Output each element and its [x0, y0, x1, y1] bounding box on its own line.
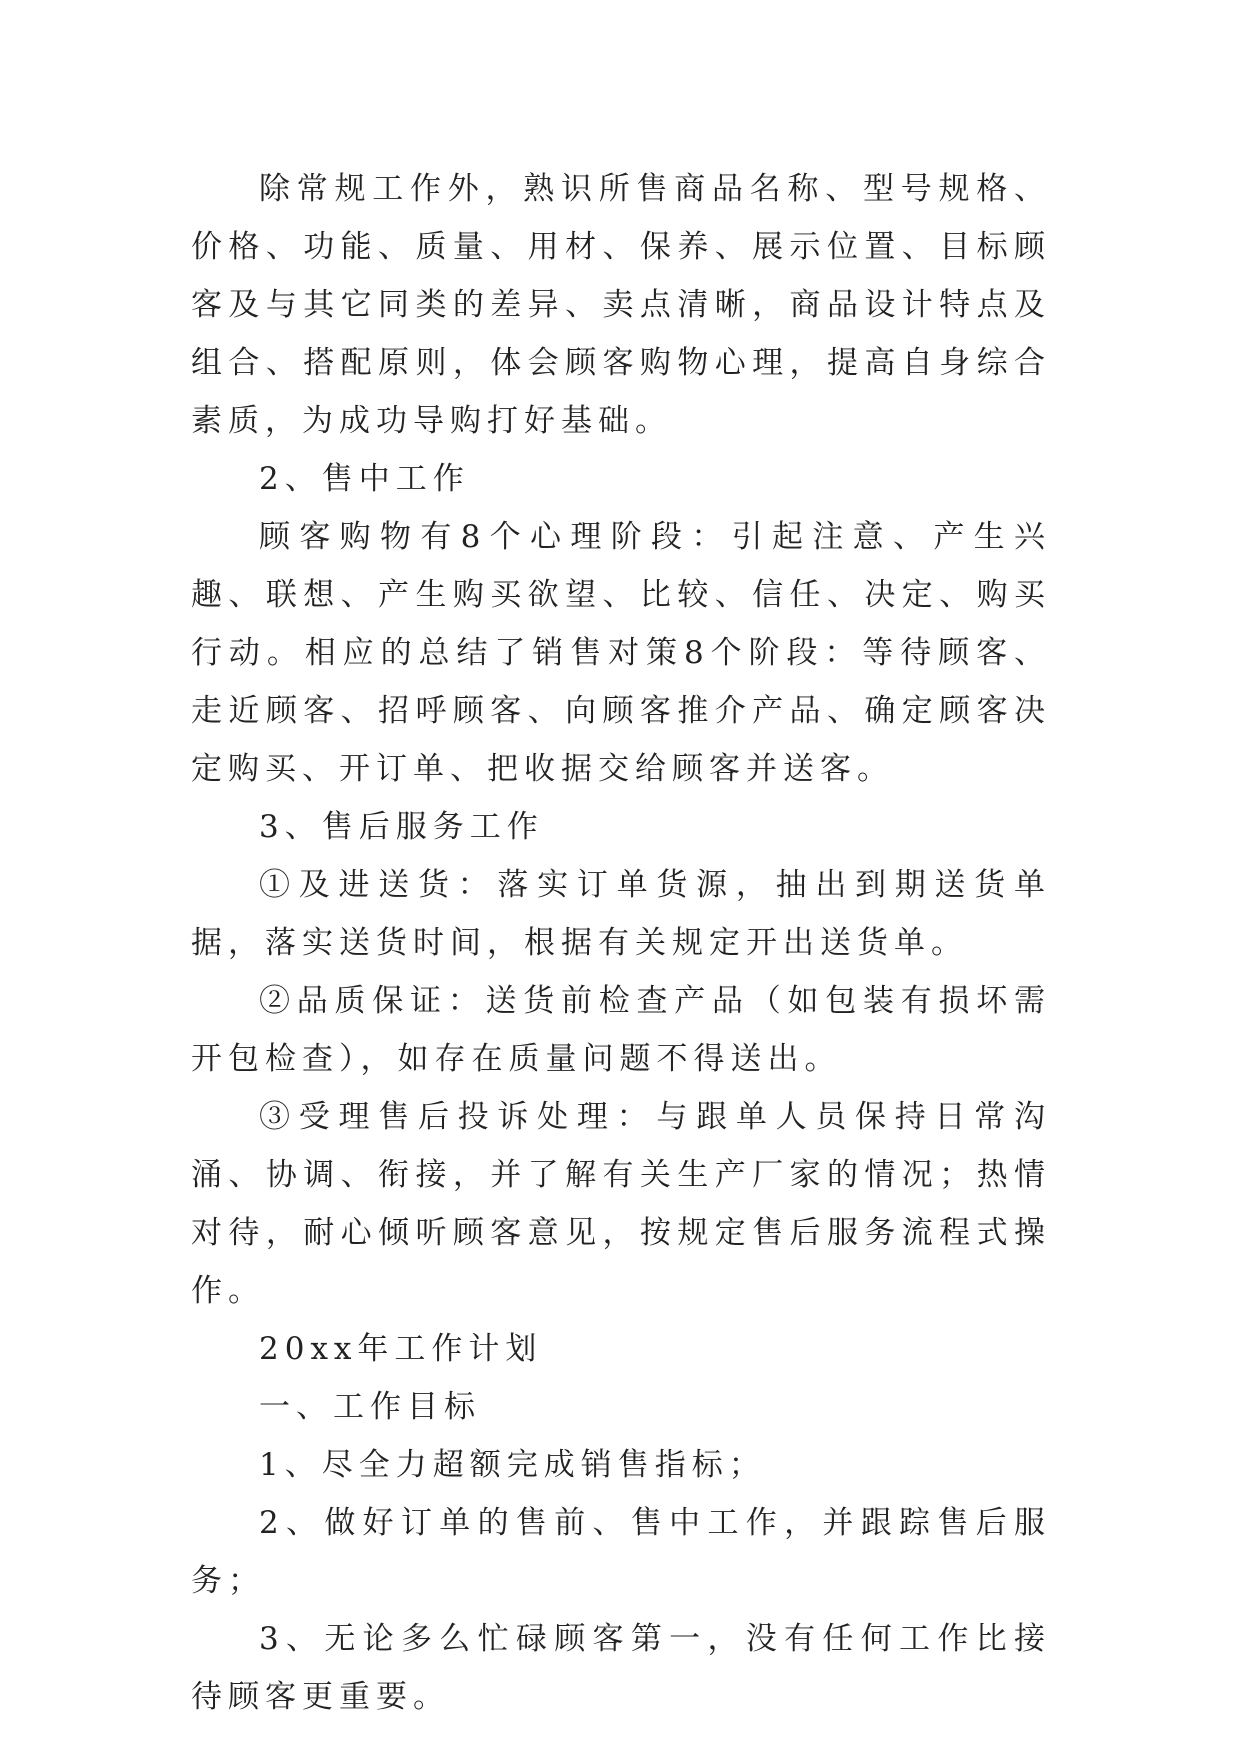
document-body — [191, 160, 1051, 1726]
paragraph-quality-guarantee: ②品质保证：送货前检查产品（如包装有损坏需开包检查），如存在质量问题不得送出。 — [191, 983, 1051, 1077]
list-item-goal-1: 1、尽全力超额完成销售指标； — [259, 1447, 766, 1483]
heading-after-sale-service: 3、售后服务工作 — [259, 809, 544, 845]
paragraph-customer-psychology: 顾客购物有8个心理阶段：引起注意、产生兴趣、联想、产生购买欲望、比较、信任、决定、购买行动。相应的总结了销售对策8个阶段：等待顾客、走近顾客、招呼顾客、向顾客推介产品、确定顾客决定购买、开订单、把收据交给顾客并送客。 — [191, 519, 1051, 787]
heading-work-goals: 一、工作目标 — [259, 1389, 481, 1425]
list-item-goal-2: 2、做好订单的售前、售中工作，并跟踪售后服务； — [191, 1505, 1051, 1599]
paragraph-product-knowledge: 除常规工作外，熟识所售商品名称、型号规格、价格、功能、质量、用材、保养、展示位置、目标顾客及与其它同类的差异、卖点清晰，商品设计特点及组合、搭配原则，体会顾客购物心理，提高自身综合素质，为成功导购打好基础。 — [191, 171, 1051, 439]
paragraph-delivery: ①及进送货：落实订单货源，抽出到期送货单据，落实送货时间，根据有关规定开出送货单。 — [191, 867, 1051, 961]
paragraph-complaint-handling: ③受理售后投诉处理：与跟单人员保持日常沟涌、协调、衔接，并了解有关生产厂家的情况；热情对待，耐心倾听顾客意见，按规定售后服务流程式操作。 — [191, 1099, 1051, 1309]
heading-work-plan: 20xx年工作计划 — [259, 1331, 543, 1367]
heading-in-sale-work: 2、售中工作 — [259, 461, 470, 497]
list-item-goal-3: 3、无论多么忙碌顾客第一，没有任何工作比接待顾客更重要。 — [191, 1621, 1051, 1715]
